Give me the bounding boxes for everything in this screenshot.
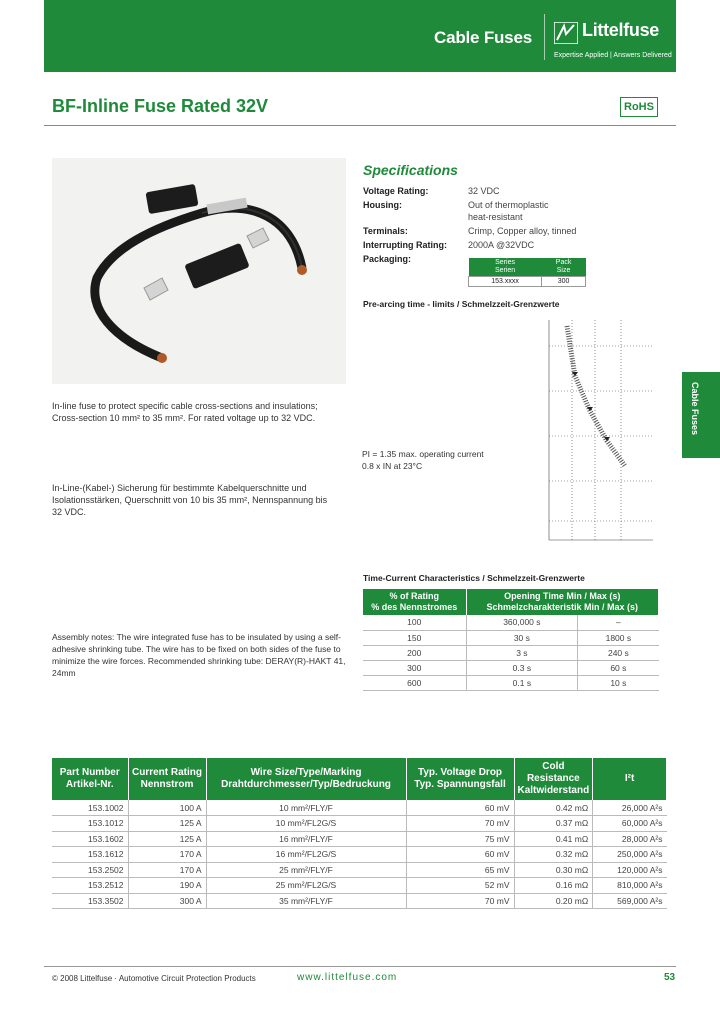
prearcing-title: Pre-arcing time - limits / Schmelzzeit-Grenzwerte [363,299,560,309]
resistance-cell: 0.42 mΩ [514,800,593,816]
spec-label: Housing: [363,200,402,210]
part-number-cell: 153.2512 [52,878,128,894]
brand-name: Littelfuse [582,20,660,40]
resistance-cell: 0.16 mΩ [514,878,593,894]
table-row [363,675,659,690]
voltage-drop-cell: 70 mV [406,816,514,832]
current-cell: 125 A [128,816,206,832]
resistance-cell: 0.41 mΩ [514,831,593,847]
main-header: Cold Resistance Kaltwiderstand [514,758,593,800]
main-header: Current Rating Nennstrom [128,758,206,800]
part-number-table [52,758,667,909]
table-row [52,847,667,863]
packaging-cell: 153.xxxx [469,277,542,287]
main-header: Wire Size/Type/Marking Drahtdurchmesser/Typ/Bedruckung [206,758,406,800]
table-row [52,831,667,847]
brand-tagline: Expertise Applied | Answers Delivered [554,52,672,59]
voltage-drop-cell: 65 mV [406,862,514,878]
header-bar [44,0,676,72]
current-cell: 170 A [128,862,206,878]
voltage-drop-cell: 60 mV [406,847,514,863]
packaging-cell: 300 [542,277,586,287]
table-row [363,645,659,660]
main-header: Part Number Artikel-Nr. [52,758,128,800]
current-cell: 300 A [128,893,206,909]
voltage-drop-cell: 52 mV [406,878,514,894]
part-number-cell: 153.1602 [52,831,128,847]
i2t-cell: 569,000 A²s [593,893,667,909]
time-current-table [363,589,659,691]
specifications-heading: Specifications [363,162,458,178]
part-number-cell: 153.1002 [52,800,128,816]
current-cell: 100 A [128,800,206,816]
spec-label: Packaging: [363,254,412,264]
spec-label: Voltage Rating: [363,186,429,196]
tc-cell: 200 [363,645,466,660]
wire-cell: 16 mm²/FL2G/S [206,847,406,863]
tc-cell: 100 [363,615,466,630]
fuse-illustration [52,158,346,384]
i2t-cell: 26,000 A²s [593,800,667,816]
table-row [52,893,667,909]
wire-cell: 16 mm²/FLY/F [206,831,406,847]
product-photo [52,158,346,384]
part-number-cell: 153.2502 [52,862,128,878]
time-current-title: Time-Current Characteristics / Schmelzzeit-Grenzwerte [363,573,585,583]
side-tab-cable-fuses[interactable] [682,372,720,458]
page-title: BF-Inline Fuse Rated 32V [52,96,269,116]
section-title: Cable Fuses [434,28,532,47]
rohs-badge: RoHS [620,97,658,117]
table-row [52,816,667,832]
current-cell: 190 A [128,878,206,894]
resistance-cell: 0.37 mΩ [514,816,593,832]
title-divider [44,125,676,126]
note-line: 0.8 x IN at 23°C [362,461,423,471]
packaging-header: Pack Size [542,258,586,277]
description-en: In-line fuse to protect specific cable cross-sections and insulations; Cross-section 10 mm² to 35 mm². For rated voltage up to 32 VDC. [52,401,318,423]
tc-cell: 300 [363,660,466,675]
resistance-cell: 0.32 mΩ [514,847,593,863]
tc-cell: 1800 s [578,630,659,645]
table-row [363,615,659,630]
page-number: 53 [664,972,676,983]
resistance-cell: 0.30 mΩ [514,862,593,878]
tc-cell: 0.1 s [466,675,578,690]
table-row [52,800,667,816]
part-number-cell: 153.1012 [52,816,128,832]
wire-cell: 25 mm²/FLY/F [206,862,406,878]
part-number-cell: 153.1612 [52,847,128,863]
current-cell: 125 A [128,831,206,847]
spec-value: Crimp, Copper alloy, tinned [468,226,577,236]
resistance-cell: 0.20 mΩ [514,893,593,909]
description-de: In-Line-(Kabel-) Sicherung für bestimmte Kabelquerschnitte und Isolationsstärken, Querschnitt von 10 bis 35 mm², Nennspannung bis 32 VDC. [52,483,328,517]
i2t-cell: 250,000 A²s [593,847,667,863]
footer-copyright: © 2008 Littelfuse · Automotive Circuit Protection Products [52,974,256,983]
spec-value: Out of thermoplastic [468,200,549,210]
voltage-drop-cell: 75 mV [406,831,514,847]
assembly-notes: Assembly notes: The wire integrated fuse has to be insulated by using a self-adhesive shrinking tube. The wire has to be fixed on both sides of the fuse to minimize the wire forces. Recommended shrinking tube: DERAY(R)-HAKT 41, 24mm [52,632,346,678]
note-line: PI = 1.35 max. operating current [362,449,484,459]
spec-value: 32 VDC [468,186,500,196]
voltage-drop-cell: 70 mV [406,893,514,909]
tc-cell: 60 s [578,660,659,675]
i2t-cell: 28,000 A²s [593,831,667,847]
tc-cell: 10 s [578,675,659,690]
tc-cell: 360,000 s [466,615,578,630]
tc-cell: – [578,615,659,630]
i2t-cell: 60,000 A²s [593,816,667,832]
tc-header: % of Rating % des Nennstromes [363,589,466,615]
tc-cell: 240 s [578,645,659,660]
littelfuse-logo-icon [554,22,578,44]
table-row [52,862,667,878]
prearcing-graph-icon [545,316,655,546]
spec-label: Interrupting Rating: [363,240,447,250]
i2t-cell: 810,000 A²s [593,878,667,894]
table-row [363,660,659,675]
spec-value: 2000A @32VDC [468,240,535,250]
wire-cell: 25 mm²/FL2G/S [206,878,406,894]
tc-header: Opening Time Min / Max (s) Schmelzcharakteristik Min / Max (s) [466,589,659,615]
tc-cell: 0.3 s [466,660,578,675]
side-tab-label: Cable Fuses [690,382,700,436]
spec-value: heat-resistant [468,212,523,222]
header-divider [544,14,545,60]
table-row [363,630,659,645]
packaging-table [468,258,586,287]
tc-cell: 30 s [466,630,578,645]
wire-cell: 10 mm²/FLY/F [206,800,406,816]
table-row [52,878,667,894]
wire-cell: 10 mm²/FL2G/S [206,816,406,832]
tc-cell: 150 [363,630,466,645]
spec-label: Terminals: [363,226,408,236]
footer-divider [44,966,676,967]
packaging-header: Series Serien [469,258,542,277]
tc-cell: 600 [363,675,466,690]
main-header: Typ. Voltage Drop Typ. Spannungsfall [406,758,514,800]
wire-cell: 35 mm²/FLY/F [206,893,406,909]
footer-url-link[interactable]: www.littelfuse.com [297,972,398,983]
tc-cell: 3 s [466,645,578,660]
operating-note [362,448,542,472]
i2t-cell: 120,000 A²s [593,862,667,878]
main-header: I²t [593,758,667,800]
current-cell: 170 A [128,847,206,863]
part-number-cell: 153.3502 [52,893,128,909]
voltage-drop-cell: 60 mV [406,800,514,816]
